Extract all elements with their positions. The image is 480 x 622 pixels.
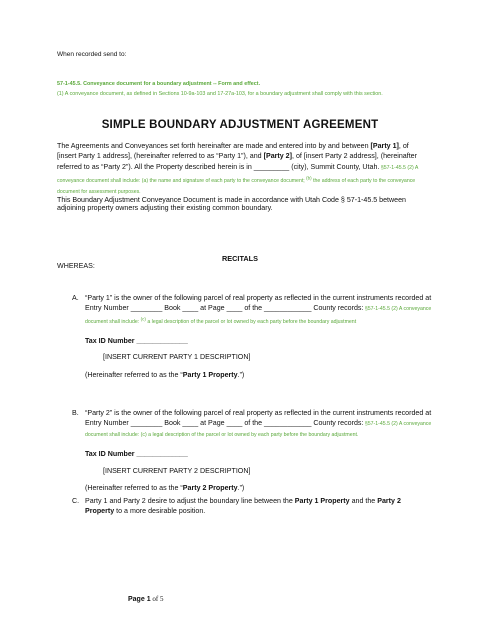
annotation-note: §57-1-45.5 (2) A conveyance document shall include: (a) the name and signature of each party to the conveyance document; $^{(b)}$ the address of each party to the conveyance document for assessment purposes. (57, 164, 419, 195)
recital-item-c: C. Party 1 and Party 2 desire to adjust the boundary line between the Party 1 Property and the Party 2 Property to a more desirable position. (72, 497, 401, 516)
party2-reference: (Hereinafter referred to as the “Party 2 Property.”) (85, 483, 245, 492)
annotation-note: §57-1-45.5 (2) A conveyance document shall include: $^{(c)}$ a legal description of the parcel or lot owned by each party before the boundary adjustment (85, 306, 432, 326)
party1-name: [Party 1] (370, 142, 399, 150)
statute-body: (1) A conveyance document, as defined in Sections 10-9a-103 and 17-27a-103, for a boundary adjustment shall comply with this section. (57, 91, 383, 97)
tax-id-field: Tax ID Number _____________ (85, 337, 188, 346)
tax-id-field: Tax ID Number _____________ (85, 450, 188, 459)
party1-reference: (Hereinafter referred to as the “Party 1 Property.”) (85, 370, 245, 379)
page-indicator: Page 1 of 5 (128, 595, 164, 603)
statute-title: 57-1-45.5. Conveyance document for a boundary adjustment -- Form and effect. (57, 81, 261, 87)
party2-name: [Party 2] (263, 152, 292, 161)
when-recorded-label: When recorded send to: (57, 51, 127, 58)
document-title: SIMPLE BOUNDARY ADJUSTMENT AGREEMENT (101, 119, 379, 131)
party1-description-placeholder: [INSERT CURRENT PARTY 1 DESCRIPTION] (103, 353, 251, 362)
whereas-label: WHEREAS: (57, 262, 95, 270)
recitals-heading: RECITALS (222, 254, 258, 263)
recital-item-a: A. “Party 1” is the owner of the following parcel of real property as reflected in the current instruments recorded at Entry Number ________ Book ____ at Page ____ of the ____________ County records: §57-1-45.5 (2) A conveyance document shall include: $^{(c)}$ a legal description of the parcel or lot owned by each party before the boundary adjustment Tax ID Number _____________ [INSERT CURRENT PARTY 1 DESCRIPTION] (Hereinafter referred to as the “Party 1 Property.”) (72, 294, 432, 379)
compliance-paragraph: This Boundary Adjustment Conveyance Document is made in accordance with Utah Code § 57-1-45.5 between adjoining property owners adjusting their existing common boundary. (57, 196, 406, 212)
intro-paragraph: The Agreements and Conveyances set forth hereinafter are made and entered into by and between [Party 1], of [insert Party 1 address], (hereinafter referred to as “Party 1”), and [Party 2], of [insert Party 2 address], (hereinafter referred to as “Party 2”). All the Property described herein is in _________ (city), Summit County, Utah. §57-1-45.5 (2) A conveyance document shall include: (a) the name and signature of each party to the conveyance document; $^{(b)}$ the address of each party to the conveyance document for assessment purposes. (57, 142, 419, 195)
recital-item-b: B. “Party 2” is the owner of the following parcel of real property as reflected in the current instruments recorded at Entry Number ________ Book ____ at Page ____ of the ____________ County records: §57-1-45.5 (2) A conveyance document shall include: (c) a legal description of the parcel or lot owned by each party before the boundary adjustment. Tax ID Number _____________ [INSERT CURRENT PARTY 2 DESCRIPTION] (Hereinafter referred to as the “Party 2 Property.”) (72, 409, 432, 492)
party2-description-placeholder: [INSERT CURRENT PARTY 2 DESCRIPTION] (103, 466, 251, 475)
annotation-note: §57-1-45.5 (2) A conveyance document shall include: (c) a legal description of the parcel or lot owned by each party before the boundary adjustment. (85, 421, 432, 439)
